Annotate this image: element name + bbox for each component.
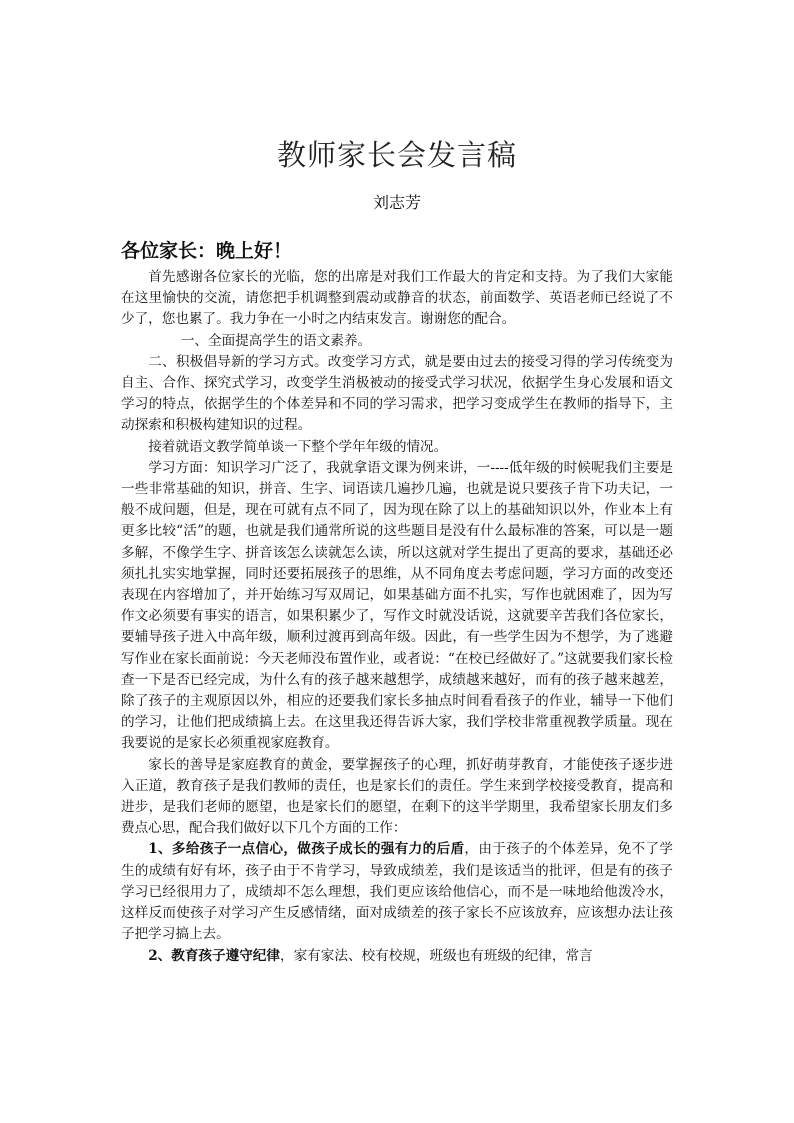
paragraph-point-2	[121, 946, 673, 967]
paragraph-learning-methods: 二、积极倡导新的学习方式。改变学习方式，就是要由过去的接受习得的学习传统变为自主、合作、探究式学习，改变学生消极被动的接受式学习状况，依据学生身心发展和语文学习的特点，依据学生的个体差异和不同的学习需求，把学习变成学生在教师的指导下，主动探索和积极构建知识的过程。	[121, 353, 673, 434]
document-title: 教师家长会发言稿	[276, 138, 517, 172]
paragraph-study: 学习方面：知识学习广泛了，我就拿语文课为例来讲，一----低年级的时候呢我们主要是一些非常基础的知识，拼音、生字、词语读几遍抄几遍，也就是说只要孩子肯下功夫记，一般不成问题，但是，现在可就有点不同了，因为现在除了以上的基础知识以外，作业本上有更多比较“活”的题，也就是我们通常所说的这些题目是没有什么最标准的答案，可以是一题多解，不像学生字、拼音该怎么读就怎么读，所以这就对学生提出了更高的要求，基础还必须扎扎实实地掌握，同时还要拓展孩子的思维，从不同角度去考虑问题，学习方面的改变还表现在内容增加了，并开始练习写双周记，如果基础方面不扎实，写作也就困难了，因为写作文必须要有事实的语言，如果积累少了，写作文时就没话说，这就要辛苦我们各位家长，要辅导孩子进入中高年级，顺利过渡再到高年级。因此，有一些学生因为不想学，为了逃避写作业在家长面前说：今天老师没布置作业，或者说：“在校已经做好了。”这就要我们家长检查一下是否已经完成，为什么有的孩子越来越想学，成绩越来越好，而有的孩子越来越差，除了孩子的主观原因以外，相应的还要我们家长多抽点时间看看孩子的作业，辅导一下他们的学习，让他们把成绩搞上去。在这里我还得告诉大家，我们学校非常重视教学质量。现在我要说的是家长必须重视家庭教育。	[121, 459, 673, 752]
paragraph-point-1	[121, 839, 673, 945]
point-2-heading: 2、教育孩子遵守纪律	[148, 947, 280, 964]
paragraph-overview: 接着就语文教学简单谈一下整个学年年级的情况。	[148, 438, 448, 455]
document-body	[121, 267, 673, 967]
author-name: 刘志芳	[372, 193, 421, 212]
paragraph-intro: 首先感谢各位家长的光临，您的出席是对我们工作最大的肯定和支持。为了我们大家能在这里愉快的交流，请您把手机调整到震动或静音的状态，前面数学、英语老师已经说了不少了，您也累了。我力争在一小时之内结束发言。谢谢您的配合。	[121, 269, 673, 328]
paragraph-family-education: 家长的善导是家庭教育的黄金，要掌握孩子的心理，抓好萌芽教育，才能使孩子逐步进入正道，教育孩子是我们教师的责任，也是家长们的责任。学生来到学校接受教育，提高和进步，是我们老师的愿望，也是家长们的愿望，在剩下的这半学期里，我希望家长朋友们多费点心思，配合我们做好以下几个方面的工作：	[121, 756, 673, 837]
point-2-text: ，家有家法、校有校规，班级也有班级的纪律，常言	[280, 947, 593, 964]
section-heading-1: 一、全面提高学生的语文素养。	[180, 332, 372, 349]
point-1-heading: 1、多给孩子一点信心，做孩子成长的强有力的后盾	[148, 841, 465, 858]
greeting-heading: 各位家长：晚上好！	[121, 240, 293, 262]
point-1-text: ，由于孩子的个体差异，免不了学生的成绩有好有坏，孩子由于不肯学习，导致成绩差，我们是该适当的批评，但是有的孩子学习已经很用力了，成绩却不怎么理想，我们更应该给他信心，而不是一味地给他泼冷水，这样反而使孩子对学习产生反感情绪，面对成绩差的孩子家长不应该放弃，应该想办法让孩子把学习搞上去。	[121, 841, 673, 943]
